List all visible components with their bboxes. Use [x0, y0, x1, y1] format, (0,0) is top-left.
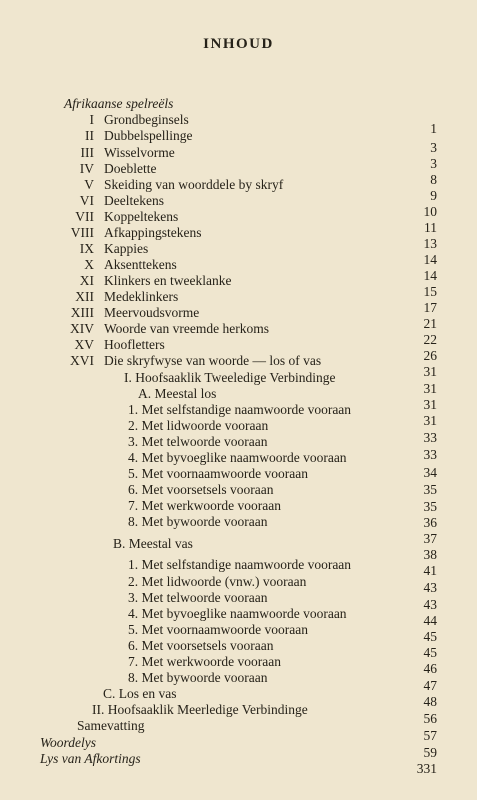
sub-entry-page: 43 — [423, 580, 437, 595]
chapter-label: Aksenttekens — [104, 257, 177, 272]
chapter-page: 26 — [423, 348, 437, 363]
section-afkortings: Lys van Afkortings — [40, 751, 141, 766]
chapter-num: II — [85, 128, 94, 143]
chapter-label: Hoofletters — [104, 337, 165, 352]
chapter-num: XV — [74, 337, 94, 352]
sub-entry-page: 31 — [423, 413, 437, 428]
chapter-page: 11 — [424, 220, 437, 235]
sub-entry-label: 7. Met werkwoorde vooraan — [128, 654, 281, 669]
sub-entry-label: II. Hoofsaaklik Meerledige Verbindinge — [92, 702, 308, 717]
sub-entry-page: 33 — [423, 447, 437, 462]
chapter-num: VI — [79, 193, 94, 208]
sub-entry-label: 4. Met byvoeglike naamwoorde vooraan — [128, 606, 347, 621]
chapter-label: Dubbelspellinge — [104, 128, 193, 143]
sub-entry-page: 47 — [423, 678, 437, 693]
sub-entry-page: 41 — [423, 563, 437, 578]
sub-entry-label: 6. Met voorsetsels vooraan — [128, 482, 274, 497]
sub-entry-page: 35 — [423, 482, 437, 497]
chapter-label: Koppeltekens — [104, 209, 179, 224]
chapter-num: XI — [79, 273, 94, 288]
sub-entry-label: 2. Met lidwoorde (vnw.) vooraan — [128, 574, 307, 589]
sub-entry-label: C. Los en vas — [103, 686, 177, 701]
sub-entry-label: 1. Met selfstandige naamwoorde vooraan — [128, 402, 352, 417]
chapter-label: Deeltekens — [104, 193, 164, 208]
sub-entry-label: 1. Met selfstandige naamwoorde vooraan — [128, 557, 352, 572]
afkortings-page: 331 — [416, 761, 437, 776]
sub-entry-page: 35 — [423, 499, 437, 514]
sub-entry-label: 8. Met bywoorde vooraan — [128, 670, 268, 685]
chapter-page: 14 — [423, 268, 437, 283]
chapter-num: XVI — [70, 353, 94, 368]
sub-entry-page: 45 — [423, 645, 437, 660]
sub-entry-page: 43 — [423, 597, 437, 612]
sub-entry-page: 31 — [423, 397, 437, 412]
sub-entry-page: 38 — [423, 547, 437, 562]
page-title: INHOUD — [203, 36, 274, 52]
chapter-num: XII — [75, 289, 94, 304]
sub-entry-page: 31 — [423, 381, 437, 396]
chapter-label: Meervoudsvorme — [104, 305, 200, 320]
chapter-num: XIV — [70, 321, 94, 336]
chapter-page: 21 — [423, 316, 437, 331]
chapter-page: 14 — [423, 252, 437, 267]
sub-entry-page: 34 — [423, 465, 437, 480]
sub-entry-label: 4. Met byvoeglike naamwoorde vooraan — [128, 450, 347, 465]
sub-entry-label: 3. Met telwoorde vooraan — [128, 590, 268, 605]
chapter-label: Doeblette — [104, 161, 157, 176]
sub-entry-label: 2. Met lidwoorde vooraan — [128, 418, 269, 433]
chapter-num: VIII — [70, 225, 94, 240]
section-afrikaanse-spelreels: Afrikaanse spelreëls — [64, 96, 174, 111]
sub-entry-page: 36 — [423, 515, 437, 530]
sub-entry-page: 37 — [423, 531, 437, 546]
sub-entry-page: 44 — [423, 613, 437, 628]
chapter-page: 13 — [423, 236, 437, 251]
chapter-page: 8 — [430, 172, 437, 187]
sub-entry-label: 7. Met werkwoorde vooraan — [128, 498, 281, 513]
chapter-num: I — [89, 112, 94, 127]
chapter-page: 3 — [430, 156, 437, 171]
chapter-num: V — [84, 177, 94, 192]
sub-entry-label: 8. Met bywoorde vooraan — [128, 514, 268, 529]
chapter-label: Afkappingstekens — [104, 225, 202, 240]
sub-entry-label: 6. Met voorsetsels vooraan — [128, 638, 274, 653]
chapter-label: Klinkers en tweeklanke — [104, 273, 232, 288]
chapter-label: Woorde van vreemde herkoms — [104, 321, 269, 336]
chapter-num: XIII — [70, 305, 94, 320]
chapter-page: 10 — [423, 204, 437, 219]
chapter-num: IV — [79, 161, 94, 176]
sub-entry-page: 57 — [423, 728, 437, 743]
woordelys-page: 59 — [423, 745, 437, 760]
chapter-label: Medeklinkers — [104, 289, 179, 304]
chapter-num: VII — [75, 209, 94, 224]
chapter-page: 15 — [423, 284, 437, 299]
sub-entry-label: 5. Met voornaamwoorde vooraan — [128, 622, 308, 637]
sub-entry-label: I. Hoofsaaklik Tweeledige Verbindinge — [124, 370, 336, 385]
chapter-label: Grondbeginsels — [104, 112, 189, 127]
chapter-page: 1 — [430, 121, 437, 136]
chapter-page: 22 — [423, 332, 437, 347]
chapter-num: III — [80, 145, 94, 160]
chapter-page: 9 — [430, 188, 437, 203]
sub-entry-label: Samevatting — [77, 718, 145, 733]
sub-entry-page: 56 — [423, 711, 437, 726]
sub-entry-page: 46 — [423, 661, 437, 676]
chapter-label: Kappies — [104, 241, 149, 256]
chapter-page: 31 — [423, 364, 437, 379]
chapter-page: 17 — [423, 300, 437, 315]
sub-entry-label: 5. Met voornaamwoorde vooraan — [128, 466, 308, 481]
chapter-num: IX — [79, 241, 94, 256]
chapter-page: 3 — [430, 140, 437, 155]
chapter-num: X — [84, 257, 94, 272]
sub-entry-page: 45 — [423, 629, 437, 644]
sub-entry-label: A. Meestal los — [138, 386, 217, 401]
sub-entry-page: 33 — [423, 430, 437, 445]
sub-entry-label: B. Meestal vas — [113, 536, 193, 551]
section-woordelys: Woordelys — [40, 735, 96, 750]
sub-entry-page: 48 — [423, 694, 437, 709]
sub-entry-label: 3. Met telwoorde vooraan — [128, 434, 268, 449]
chapter-label: Die skryfwyse van woorde — los of vas — [104, 353, 322, 368]
chapter-label: Skeiding van woorddele by skryf — [104, 177, 284, 192]
chapter-label: Wisselvorme — [104, 145, 175, 160]
